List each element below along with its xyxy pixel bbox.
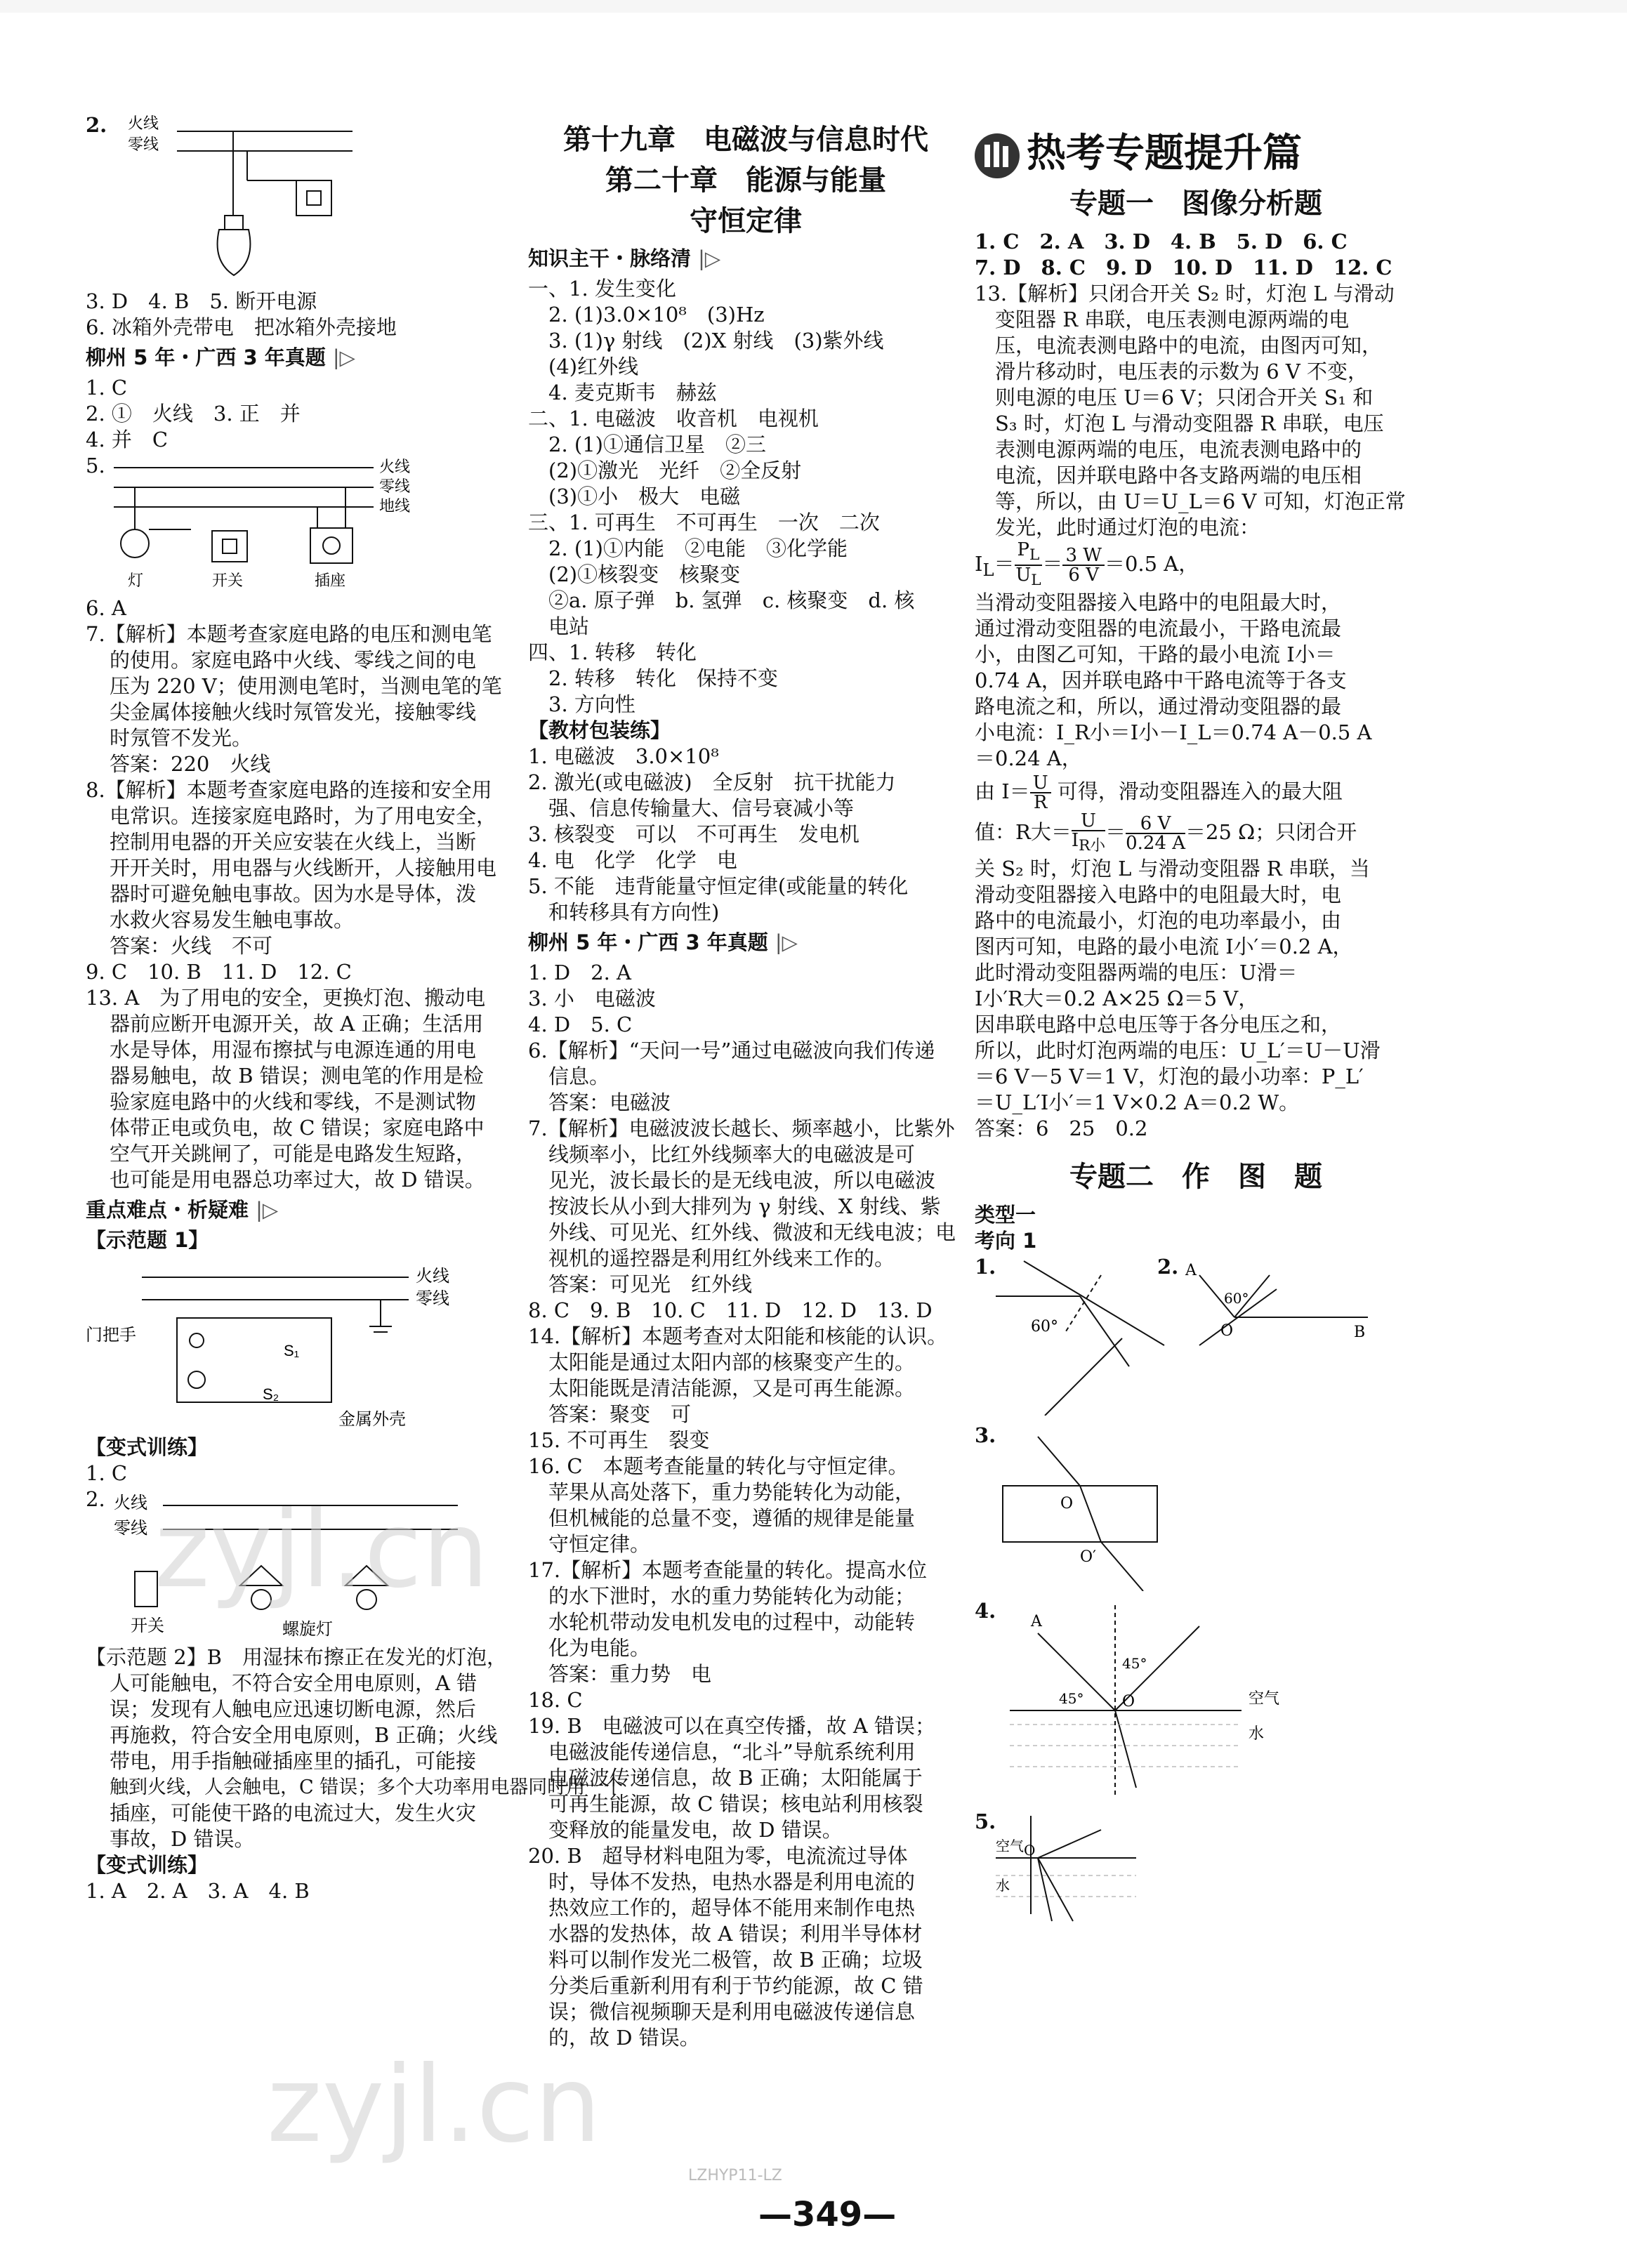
e-l29: 19. B 电磁波可以在真空传播，故 A 错误； (528, 1714, 936, 1738)
banner (975, 133, 1417, 178)
t-l4: 4. 电 化学 化学 电 (528, 848, 737, 872)
k-l7: (2)①激光 光纤 ②全反射 (528, 459, 802, 482)
tail-l0: 关 S₂ 时，灯泡 L 与滑动变阻器 R 串联，当 (975, 856, 1370, 881)
equation-2a (975, 772, 1417, 812)
fig5-label: 5. (975, 1809, 996, 1833)
k-l3: (4)红外线 (528, 355, 639, 378)
eq1-eq: ＝ (994, 552, 1015, 576)
k-l13: 电站 (528, 614, 590, 638)
tail-l1: 滑动变阻器接入电路中的电阻最大时，电 (975, 882, 1342, 906)
p2-live: 火线 (114, 1494, 147, 1512)
eq1-p: P (1017, 539, 1030, 560)
ans-13-l3: 器易触电，故 B 错误；测电笔的作用是检 (110, 1064, 484, 1088)
mid-l6: ＝0.24 A， (975, 746, 1082, 771)
e-l24: 的水下泄时，水的重力势能转化为动能； (528, 1584, 916, 1608)
practice-1-ans2: 2. (86, 1487, 105, 1511)
e-l9: 按波长从小到大排列为 γ 射线、X 射线、紫 (528, 1194, 941, 1218)
ex1-live: 火线 (416, 1267, 449, 1286)
eq1-psub: L (1029, 546, 1040, 565)
eq2a-den: R (1033, 792, 1048, 814)
ans-6: 6. A (86, 596, 126, 620)
a13-l5: S₃ 时，灯泡 L 与滑动变阻器 R 串联，电压 (975, 411, 1384, 435)
section-liuzhou-exam: 柳州 5 年・广西 3 年真题 |▷ (86, 345, 355, 369)
practice-1-ans1: 1. C (86, 1461, 128, 1485)
t1-ans-1-6: 1. C 2. A 3. D 4. B 5. D 6. C (975, 230, 1348, 253)
figure-row-3 (975, 1423, 1417, 1598)
ans-7-l3: 尖金属体接触火线时氖管发光，接触零线 (110, 700, 477, 724)
eq1-usub: L (1031, 572, 1041, 590)
tail-l2: 路中的电流最小，灯泡的电功率最小，由 (975, 908, 1342, 932)
equation-1 (975, 541, 1417, 590)
direction-1: 考向 1 (975, 1228, 1037, 1253)
fig5-switch: 开关 (212, 572, 244, 589)
f4-water: 水 (1249, 1724, 1265, 1742)
eq2b-sub: R小 (1079, 837, 1106, 855)
ex1-handle: 门把手 (86, 1326, 136, 1345)
e-l21: 但机械能的总量不变，遵循的规律是能量 (528, 1506, 916, 1530)
f5-water: 水 (996, 1878, 1010, 1894)
k-l10: 2. (1)①内能 ②电能 ③化学能 (528, 536, 848, 560)
a13-l6: 表测电源两端的电压，电流表测电路中的 (975, 437, 1362, 461)
section-title: 柳州 5 年・广西 3 年真题 (86, 345, 326, 369)
t-l0: 1. 电磁波 3.0×10⁸ (528, 744, 719, 768)
e-l35: 时，导体不发热，电热水器是利用电流的 (528, 1870, 916, 1894)
equation-2b (975, 812, 1417, 855)
a13-l9: 发光，此时通过灯泡的电流： (975, 515, 1260, 539)
books-icon (975, 133, 1020, 178)
ans-13-l2: 水是导体，用湿布擦拭与电源连通的用电 (110, 1038, 477, 1062)
e-l26: 化为电能。 (528, 1636, 651, 1660)
figure-q5-circuit (107, 452, 437, 593)
e-l3: 6.【解析】“天问一号”通过电磁波向我们传递 (528, 1039, 935, 1062)
textbook-list (528, 744, 963, 925)
f2-b: B (1354, 1323, 1366, 1341)
section-liuzhou-exam-2: 柳州 5 年・广西 3 年真题 |▷ (528, 930, 798, 954)
ans-13-l5: 体带正电或负电，故 C 错误；家庭电路中 (110, 1116, 485, 1140)
topic-1-title: 专题一 图像分析题 (1069, 187, 1322, 220)
tail-l9: ＝U_L′I小′＝1 V×0.2 A＝0.2 W。 (975, 1090, 1300, 1114)
e-l7: 线频率小，比红外线频率大的电磁波是可 (528, 1142, 916, 1166)
exam-list (528, 960, 963, 2051)
footer-code: LZHYP11-LZ (688, 2167, 782, 2184)
mid-l0: 当滑动变阻器接入电路中的电阻最大时， (975, 591, 1342, 615)
f3-o: O (1060, 1494, 1074, 1512)
tail-l7: 所以，此时灯泡两端的电压：U_L′＝U－U滑 (975, 1038, 1381, 1062)
f5-o: O (1024, 1841, 1036, 1859)
ans-13-l7: 也可能是用电器总功率过大，故 D 错误。 (110, 1168, 485, 1192)
eq1-eq2: ＝ (1042, 552, 1063, 576)
ans-7-l2: 压为 220 V；使用测电笔时，当测电笔的笔 (110, 674, 502, 698)
ans-13-l1: 器前应断开电源开关，故 A 正确；生活用 (110, 1012, 484, 1036)
tail-l8: ＝6 V－5 V＝1 V，灯泡的最小功率：P_L′ (975, 1064, 1364, 1088)
figure-q2-circuit (128, 110, 360, 286)
k-l14: 四、1. 转移 转化 (528, 640, 697, 664)
e-l40: 误；微信视频聊天是利用电磁波传递信息 (528, 2000, 916, 2024)
q2-label: 2. (86, 113, 107, 137)
eq1-i: I (975, 552, 983, 576)
ans-8 (86, 777, 515, 959)
e-l17: 答案：聚变 可 (528, 1402, 692, 1426)
ans-8-l4: 器时可避免触电事故。因为水是导体，泼 (110, 882, 477, 906)
ans-13-l4: 验家庭电路中的火线和零线，不是测试物 (110, 1090, 477, 1114)
ans-7-l0: 7.【解析】本题考查家庭电路的电压和测电笔 (86, 622, 492, 646)
ex2-l1: 人可能触电，不符合安全用电原则，A 错 (110, 1671, 477, 1695)
eq2b-pre: 值：R大＝ (975, 820, 1072, 845)
e-l19: 16. C 本题考查能量的转化与守恒定律。 (528, 1454, 909, 1478)
tail-l6: 因串联电路中总电压等于各分电压之和， (975, 1012, 1342, 1036)
ex2-l5: 触到火线，人会触电，C 错误；多个大功率用电器同时用一个 (110, 1776, 624, 1798)
e-l23: 17.【解析】本题考查能量的转化。提高水位 (528, 1558, 928, 1582)
page-number: —349— (758, 2195, 897, 2234)
eq1-frac2 (1062, 546, 1105, 584)
a13-l1: 变阻器 R 串联，电压表测电源两端的电 (975, 308, 1350, 331)
watermark-2: zyjl.cn (267, 2044, 602, 2166)
ans-7-answer: 答案：220 火线 (110, 752, 271, 776)
tail-l4: 此时滑动变阻器两端的电压：U滑＝ (975, 960, 1298, 984)
column-2 (528, 119, 963, 2051)
e-l36: 热效应工作的，超导体不能用来制作电热 (528, 1896, 916, 1920)
a13-l7: 电流，因并联电路中各支路两端的电压相 (975, 463, 1362, 487)
figure-example-1 (86, 1256, 479, 1432)
fig5-neutral: 零线 (379, 477, 411, 495)
chapter-title-3: 守恒定律 (690, 205, 802, 237)
section-knowledge: 知识主干・脉络清 |▷ (528, 246, 721, 270)
e-l16: 太阳能既是清洁能源，又是可再生能源。 (528, 1376, 916, 1400)
t1-tail (975, 856, 1417, 1116)
tail-l3: 图丙可知，电路的最小电流 I小′＝0.2 A， (975, 934, 1353, 958)
k-l6: 2. (1)①通信卫星 ②三 (528, 433, 766, 456)
e-l38: 料可以制作发光二极管，故 B 正确；垃圾 (528, 1948, 923, 1972)
figure-row-4 (975, 1598, 1417, 1809)
f4-o: O (1122, 1692, 1135, 1710)
k-l1: 2. (1)3.0×10⁸ (3)Hz (528, 303, 765, 327)
answer-6: 6. 冰箱外壳带电 把冰箱外壳接地 (86, 315, 397, 339)
mid-l3: 0.74 A，因并联电路中干路电流等于各支 (975, 668, 1347, 693)
eq2a-pre: 由 I＝ (975, 779, 1030, 804)
ans-2-3: 2. ① 火线 3. 正 并 (86, 402, 301, 426)
k-l16: 3. 方向性 (528, 692, 635, 716)
k-l15: 2. 转移 转化 保持不变 (528, 666, 778, 690)
e-l18: 15. 不可再生 裂变 (528, 1428, 710, 1452)
f5-air: 空气 (996, 1838, 1024, 1854)
eq1-u: U (1015, 565, 1032, 586)
e-l41: 的，故 D 错误。 (528, 2026, 700, 2050)
eq2a-post: 可得，滑动变阻器连入的最大阻 (1050, 779, 1343, 804)
topic-2-title: 专题二 作 图 题 (1069, 1160, 1322, 1193)
mid-l4: 路电流之和，所以，通过滑动变阻器的最 (975, 694, 1342, 719)
mid-l1: 通过滑动变阻器的电流最小，干路电流最 (975, 617, 1342, 641)
t1-ans-13 (975, 281, 1417, 541)
section-textbook: 【教材包装练】 (528, 718, 671, 742)
figure-reflection-1 (996, 1254, 1178, 1416)
chapter-title-2: 第二十章 能源与能量 (605, 164, 886, 197)
fig5-lamp: 灯 (128, 572, 144, 589)
f2-angle: 60° (1224, 1289, 1249, 1307)
ans-8-l5: 水救火容易发生触电事故。 (110, 908, 355, 932)
eq1-frac1 (1015, 541, 1043, 590)
banner-title: 热考专题提升篇 (1027, 131, 1302, 177)
t-l5: 5. 不能 违背能量守恒定律(或能量的转化 (528, 874, 909, 898)
fig4-label: 4. (975, 1598, 996, 1623)
eq2a-frac (1030, 774, 1051, 812)
knowledge-list (528, 276, 963, 718)
e-l12: 答案：可见光 红外线 (528, 1272, 753, 1296)
ex1-neutral: 零线 (416, 1289, 449, 1308)
example-1: 【示范题 1】 (86, 1228, 209, 1252)
e-l22: 守恒定律。 (528, 1532, 651, 1556)
k-l11: (2)①核裂变 核聚变 (528, 562, 741, 586)
practice-1: 【变式训练】 (86, 1435, 209, 1459)
ex1-s1: S₁ (284, 1342, 300, 1359)
fig-q2-wire-live: 火线 (128, 114, 159, 132)
eq1-den: 6 V (1068, 565, 1099, 586)
a13-l4: 则电源的电压 U＝6 V；只闭合开关 S₁ 和 (975, 385, 1374, 409)
eq2b-frac1 (1072, 812, 1105, 855)
section-title: 柳州 5 年・广西 3 年真题 (528, 930, 768, 954)
f1-angle: 60° (1031, 1317, 1058, 1336)
e-l0: 1. D 2. A (528, 961, 631, 984)
e-l11: 视机的遥控器是利用红外线来工作的。 (528, 1246, 895, 1270)
k-l9: 三、1. 可再生 不可再生 一次 二次 (528, 510, 880, 534)
fig3-label: 3. (975, 1423, 996, 1447)
e-l5: 答案：电磁波 (528, 1090, 671, 1114)
type-1: 类型一 (975, 1202, 1036, 1227)
t-l1: 2. 激光(或电磁波) 全反射 抗干扰能力 (528, 770, 896, 794)
section-title: 重点难点・析疑难 (86, 1198, 249, 1222)
e-l34: 20. B 超导材料电阻为零，电流流过导体 (528, 1844, 908, 1868)
practice-2-ans: 1. A 2. A 3. A 4. B (86, 1879, 310, 1903)
answers-3-5: 3. D 4. B 5. 断开电源 (86, 289, 317, 313)
e-l33: 变释放的能量发电，故 D 错误。 (528, 1818, 843, 1842)
eq2b-eq: ＝ (1105, 820, 1126, 845)
practice-2: 【变式训练】 (86, 1853, 209, 1877)
f4-air: 空气 (1249, 1689, 1280, 1707)
ans-8-l3: 开开关时，用电器与火线断开，人接触用电 (110, 856, 497, 880)
eq1-num: 3 W (1062, 546, 1105, 566)
e-l20: 苹果从高处落下，重力势能转化为动能， (528, 1480, 916, 1504)
t1-ans-7-12: 7. D 8. C 9. D 10. D 11. D 12. C (975, 256, 1392, 279)
f3-o2: O′ (1080, 1548, 1097, 1566)
section-key-points: 重点难点・析疑难 |▷ (86, 1198, 279, 1222)
t1-mid (975, 590, 1417, 772)
eq2b-num: U (1072, 812, 1105, 831)
e-l8: 见光，波长最长的是无线电波，所以电磁波 (528, 1168, 936, 1192)
eq1-sub: L (982, 560, 994, 580)
p2-neutral: 零线 (114, 1519, 147, 1538)
t1-answer: 答案：6 25 0.2 (975, 1116, 1148, 1140)
watermark-1: zyjl.cn (154, 1489, 489, 1611)
mid-l5: 小电流：I_R小＝I小－I_L＝0.74 A－0.5 A (975, 720, 1372, 745)
ex2-l4: 带电，用手指触碰插座里的插孔，可能接 (110, 1749, 477, 1773)
fig5-socket: 插座 (315, 572, 346, 589)
figure-refraction-glass (996, 1423, 1178, 1591)
e-l4: 信息。 (528, 1064, 610, 1088)
eq2b-post: ＝25 Ω；只闭合开 (1185, 820, 1357, 845)
ans-13 (86, 985, 515, 1193)
e-l31: 电磁波传递信息，故 B 正确；太阳能属于 (528, 1766, 923, 1790)
k-l12: ②a. 原子弹 b. 氢弹 c. 核聚变 d. 核 (528, 588, 915, 612)
p2-lamp: 螺旋灯 (282, 1620, 333, 1639)
p2-switch: 开关 (131, 1616, 164, 1635)
ans-13-l6: 空气开关跳闸了，可能是电路发生短路， (110, 1142, 477, 1166)
a13-l8: 等，所以，由 U＝U_L＝6 V 可知，灯泡正常 (975, 489, 1406, 513)
ans-8-l0: 8.【解析】本题考查家庭电路的连接和安全用 (86, 778, 492, 802)
ans-8-l1: 电常识。连接家庭电路时，为了用电安全， (110, 804, 497, 828)
ans-4: 4. 并 C (86, 428, 169, 451)
section-title: 知识主干・脉络清 (528, 246, 692, 270)
ex2-l2: 误；发现有人触电应迅速切断电源，然后 (110, 1697, 477, 1721)
ex1-case: 金属外壳 (338, 1410, 406, 1429)
ex2-l7: 事故，D 错误。 (110, 1827, 255, 1851)
f4-ang2: 45° (1059, 1689, 1084, 1707)
e-l2: 4. D 5. C (528, 1013, 633, 1036)
eq2b-frac2 (1126, 813, 1186, 855)
e-l25: 水轮机带动发电机发电的过程中，动能转 (528, 1610, 916, 1634)
fig5-ground: 地线 (379, 497, 411, 515)
e-l30: 电磁波能传递信息，“北斗”导航系统利用 (528, 1740, 916, 1764)
ans-7 (86, 621, 515, 777)
fig-q2-wire-neutral: 零线 (128, 136, 159, 153)
t-l2: 强、信息传输量大、信号衰减小等 (528, 796, 855, 820)
e-l32: 可再生能源，故 C 错误；核电站利用核裂 (528, 1792, 923, 1816)
chapter-title-1: 第十九章 电磁波与信息时代 (563, 124, 928, 156)
k-l8: (3)①小 极大 电磁 (528, 484, 741, 508)
column-3 (975, 133, 1417, 1935)
e-l13: 8. C 9. B 10. C 11. D 12. D 13. D (528, 1298, 933, 1322)
ex2-l6: 插座，可能使干路的电流过大，发生火灾 (110, 1801, 477, 1825)
fig1-label: 1. (975, 1254, 996, 1279)
top-strip (0, 0, 1627, 13)
ex2-l3: 再施救，符合安全用电原则，B 正确；火线 (110, 1723, 498, 1747)
e-l14: 14.【解析】本题考查对太阳能和核能的认识。 (528, 1324, 948, 1348)
a13-l3: 滑片移动时，电压表的示数为 6 V 不变， (975, 360, 1369, 383)
fig5-live: 火线 (379, 458, 411, 475)
eq2a-num: U (1030, 774, 1051, 793)
ans-7-l1: 的使用。家庭电路中火线、零线之间的电 (110, 648, 477, 672)
e-l6: 7.【解析】电磁波波长越长、频率越小，比紫外 (528, 1116, 955, 1140)
figure-air-water-1 (996, 1598, 1291, 1802)
t-l6: 和转移具有方向性) (528, 900, 720, 924)
ans-8-answer: 答案：火线 不可 (110, 934, 273, 958)
figure-air-water-2 (996, 1809, 1178, 1928)
f2-a: A (1185, 1261, 1197, 1279)
eq2b-i: I (1071, 830, 1079, 852)
f4-a: A (1031, 1612, 1042, 1630)
eq1-result: ＝0.5 A， (1104, 552, 1199, 576)
figure-row-5 (975, 1809, 1417, 1935)
figures-row-1 (975, 1254, 1417, 1423)
k-l2: 3. (1)γ 射线 (2)X 射线 (3)紫外线 (528, 329, 884, 352)
e-l39: 分类后重新利用有利于节约能源，故 C 错 (528, 1974, 923, 1998)
figure-reflection-2 (1185, 1261, 1396, 1387)
e-l37: 水器的发热体，故 A 错误；利用半导体材 (528, 1922, 923, 1946)
f2-o: O (1220, 1321, 1234, 1340)
ans-1: 1. C (86, 376, 128, 400)
e-l27: 答案：重力势 电 (528, 1662, 712, 1686)
ans-9-12: 9. C 10. B 11. D 12. C (86, 960, 352, 984)
ans-8-l2: 控制用电器的开关应安装在火线上，当断 (110, 830, 477, 854)
ans-7-l4: 时氖管不发光。 (110, 726, 253, 750)
ans-5-label: 5. (86, 454, 105, 477)
ans-13-l0: 13. A 为了用电的安全，更换灯泡、搬动电 (86, 986, 486, 1010)
fig2-label: 2. (1157, 1254, 1179, 1279)
k-l0: 一、1. 发生变化 (528, 277, 676, 301)
eq2b-den2: 0.24 A (1126, 833, 1186, 855)
k-l5: 二、1. 电磁波 收音机 电视机 (528, 407, 819, 430)
e-l1: 3. 小 电磁波 (528, 987, 656, 1010)
a13-l0: 13.【解析】只闭合开关 S₂ 时，灯泡 L 与滑动 (975, 282, 1395, 305)
f4-ang1: 45° (1122, 1654, 1147, 1672)
k-l4: 4. 麦克斯韦 赫兹 (528, 381, 717, 404)
eq2b-num2: 6 V (1126, 815, 1185, 834)
mid-l2: 小，由图乙可知，干路的最小电流 I小＝ (975, 642, 1336, 667)
e-l28: 18. C (528, 1688, 583, 1712)
e-l10: 外线、可见光、红外线、微波和无线电波；电 (528, 1220, 956, 1244)
ex1-s2: S₂ (263, 1385, 279, 1403)
a13-l2: 压，电流表测电路中的电流，由图丙可知， (975, 334, 1383, 357)
e-l15: 太阳能是通过太阳内部的核聚变产生的。 (528, 1350, 916, 1374)
t-l3: 3. 核裂变 可以 不可再生 发电机 (528, 822, 859, 846)
tail-l5: I小′R大＝0.2 A×25 Ω＝5 V， (975, 986, 1259, 1010)
ex2-l0: 【示范题 2】B 用湿抹布擦正在发光的灯泡， (86, 1645, 507, 1669)
